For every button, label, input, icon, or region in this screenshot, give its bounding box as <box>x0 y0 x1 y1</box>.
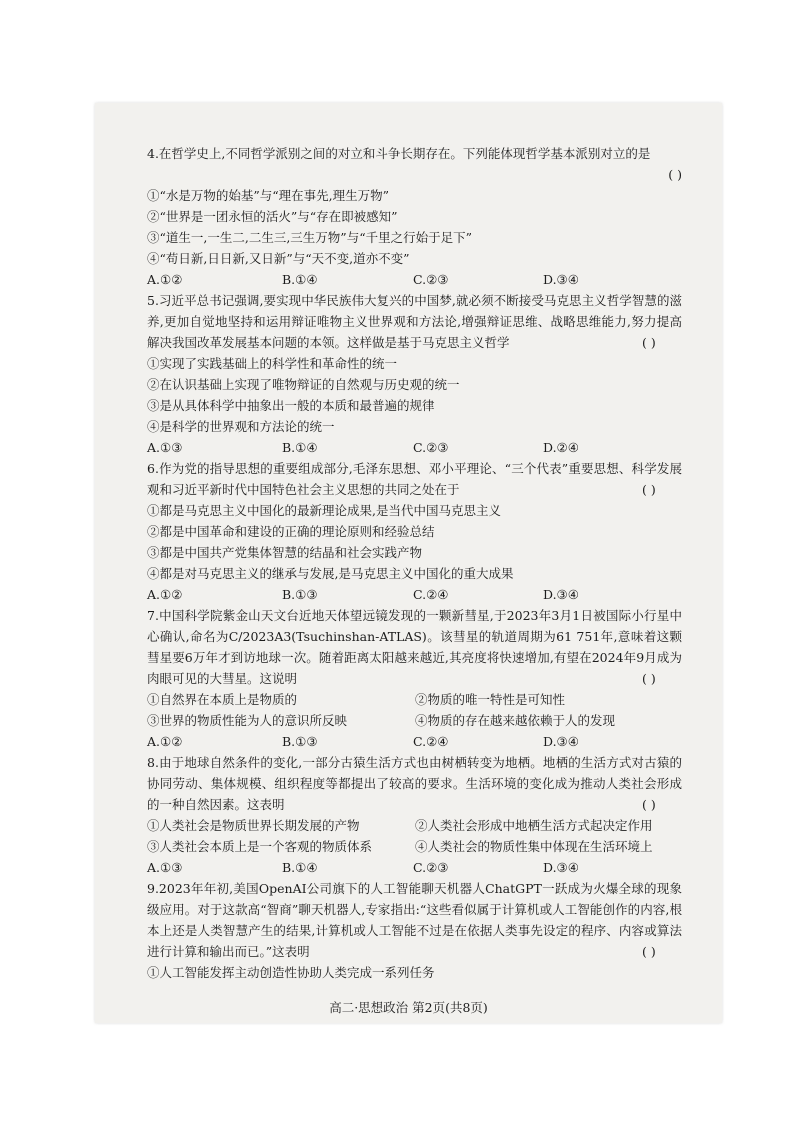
option-2: ②人类社会形成中地栖生活方式起决定作用 <box>415 818 653 833</box>
exam-content <box>147 143 682 983</box>
choice-c: C.②③ <box>413 272 449 287</box>
choice-d: D.③④ <box>543 734 579 749</box>
choice-a: A.①② <box>147 587 183 602</box>
option-row <box>147 710 682 731</box>
question-6-text: 6.作为党的指导思想的重要组成部分,毛泽东思想、邓小平理论、“三个代表”重要思想、科学发展观和习近平新时代中国特色社会主义思想的共同之处在于 <box>147 461 682 497</box>
question-8-text: 8.由于地球自然条件的变化,一部分古猿生活方式也由树栖转变为地栖。地栖的生活方式对古猿的协同劳动、集体规模、组织程度等都提出了较高的要求。生活环境的变化成为推动人类社会形成的一种自然因素。这表明 <box>147 755 682 812</box>
question-6 <box>147 458 682 605</box>
option-3: ③人类社会本质上是一个客观的物质体系 <box>147 839 373 854</box>
option-1: ①人类社会是物质世界长期发展的产物 <box>147 818 360 833</box>
option-1: ①“水是万物的始基”与“理在事先,理生万物” <box>147 188 390 203</box>
question-4-stem <box>147 143 682 185</box>
choice-d: D.③④ <box>543 860 579 875</box>
option-row <box>147 836 682 857</box>
option-3: ③“道生一,一生二,二生三,三生万物”与“千里之行始于足下” <box>147 230 472 245</box>
question-7-text: 7.中国科学院紫金山天文台近地天体望远镜发现的一颗新彗星,于2023年3月1日被国际小行星中心确认,命名为C/2023A3(Tsuchinshan-ATLAS)。该彗星的轨道周期为61 751年,意味着这颗彗星要6万年才到访地球一次。随着距离太阳越来越近,其亮度将快速增加,有望在2024年9月成为肉眼可见的大彗星。这说明 <box>147 608 682 686</box>
question-9-stem <box>147 878 682 962</box>
option-2: ②“世界是一团永恒的活火”与“存在即被感知” <box>147 209 398 224</box>
answer-choices <box>147 584 682 605</box>
question-5-text: 5.习近平总书记强调,要实现中华民族伟大复兴的中国梦,就必须不断接受马克思主义哲学智慧的滋养,更加自觉地坚持和运用辩证唯物主义世界观和方法论,增强辩证思维、战略思维能力,努力提高解决我国改革发展基本问题的本领。这样做是基于马克思主义哲学 <box>147 293 682 350</box>
option-3: ③都是中国共产党集体智慧的结晶和社会实践产物 <box>147 545 423 560</box>
answer-bracket: ( ) <box>642 482 656 497</box>
choice-b: B.①④ <box>282 860 318 875</box>
choice-a: A.①③ <box>147 440 183 455</box>
option-2: ②都是中国革命和建设的正确的理论原则和经验总结 <box>147 524 435 539</box>
answer-choices <box>147 731 682 752</box>
question-4 <box>147 143 682 290</box>
answer-choices <box>147 857 682 878</box>
answer-bracket: ( ) <box>642 671 656 686</box>
choice-b: B.①③ <box>282 587 318 602</box>
option-2: ②在认识基础上实现了唯物辩证的自然观与历史观的统一 <box>147 377 460 392</box>
answer-choices <box>147 269 682 290</box>
answer-bracket: ( ) <box>642 944 656 959</box>
option-row <box>147 689 682 710</box>
option-3: ③是从具体科学中抽象出一般的本质和最普遍的规律 <box>147 398 435 413</box>
answer-choices <box>147 437 682 458</box>
option-1: ①自然界在本质上是物质的 <box>147 692 298 707</box>
option-1: ①实现了实践基础上的科学性和革命性的统一 <box>147 356 398 371</box>
option-3: ③世界的物质性能为人的意识所反映 <box>147 713 348 728</box>
option-4: ④是科学的世界观和方法论的统一 <box>147 419 335 434</box>
choice-d: D.③④ <box>543 272 579 287</box>
option-4: ④“苟日新,日日新,又日新”与“天不变,道亦不变” <box>147 251 410 266</box>
choice-d: D.③④ <box>543 587 579 602</box>
choice-b: B.①③ <box>282 734 318 749</box>
answer-bracket: ( ) <box>642 797 656 812</box>
choice-c: C.②④ <box>413 587 449 602</box>
choice-c: C.②③ <box>413 440 449 455</box>
question-7 <box>147 605 682 752</box>
question-8-stem <box>147 752 682 815</box>
question-5-stem <box>147 290 682 353</box>
answer-bracket: ( ) <box>642 335 656 350</box>
question-9 <box>147 878 682 983</box>
choice-d: D.②④ <box>543 440 579 455</box>
choice-c: C.②③ <box>413 860 449 875</box>
option-2: ②物质的唯一特性是可知性 <box>415 692 566 707</box>
question-8 <box>147 752 682 878</box>
page-footer: 高二·思想政治 第2页(共8页) <box>329 1000 488 1015</box>
question-6-stem <box>147 458 682 500</box>
choice-a: A.①③ <box>147 860 183 875</box>
option-1: ①都是马克思主义中国化的最新理论成果,是当代中国马克思主义 <box>147 503 501 518</box>
option-row <box>147 815 682 836</box>
exam-page <box>95 103 722 1023</box>
choice-b: B.①④ <box>282 440 318 455</box>
option-1: ①人工智能发挥主动创造性协助人类完成一系列任务 <box>147 965 435 980</box>
question-9-text: 9.2023年年初,美国OpenAI公司旗下的人工智能聊天机器人ChatGPT一跃成为火爆全球的现象级应用。对于这款高“智商”聊天机器人,专家指出:“这些看似属于计算机或人工智能创作的内容,根本上还是人类智慧产生的结果,计算机或人工智能不过是在依据人类事先设定的程序、内容或算法进行计算和输出而已。”这表明 <box>147 881 682 959</box>
choice-c: C.②④ <box>413 734 449 749</box>
question-7-stem <box>147 605 682 689</box>
choice-a: A.①② <box>147 272 183 287</box>
option-4: ④人类社会的物质性集中体现在生活环境上 <box>415 839 653 854</box>
answer-bracket: ( ) <box>668 167 682 182</box>
choice-b: B.①④ <box>282 272 318 287</box>
choice-a: A.①② <box>147 734 183 749</box>
question-4-text: 4.在哲学史上,不同哲学派别之间的对立和斗争长期存在。下列能体现哲学基本派别对立的是 <box>147 146 651 161</box>
option-4: ④物质的存在越来越依赖于人的发现 <box>415 713 616 728</box>
question-5 <box>147 290 682 458</box>
option-4: ④都是对马克思主义的继承与发展,是马克思主义中国化的重大成果 <box>147 566 514 581</box>
